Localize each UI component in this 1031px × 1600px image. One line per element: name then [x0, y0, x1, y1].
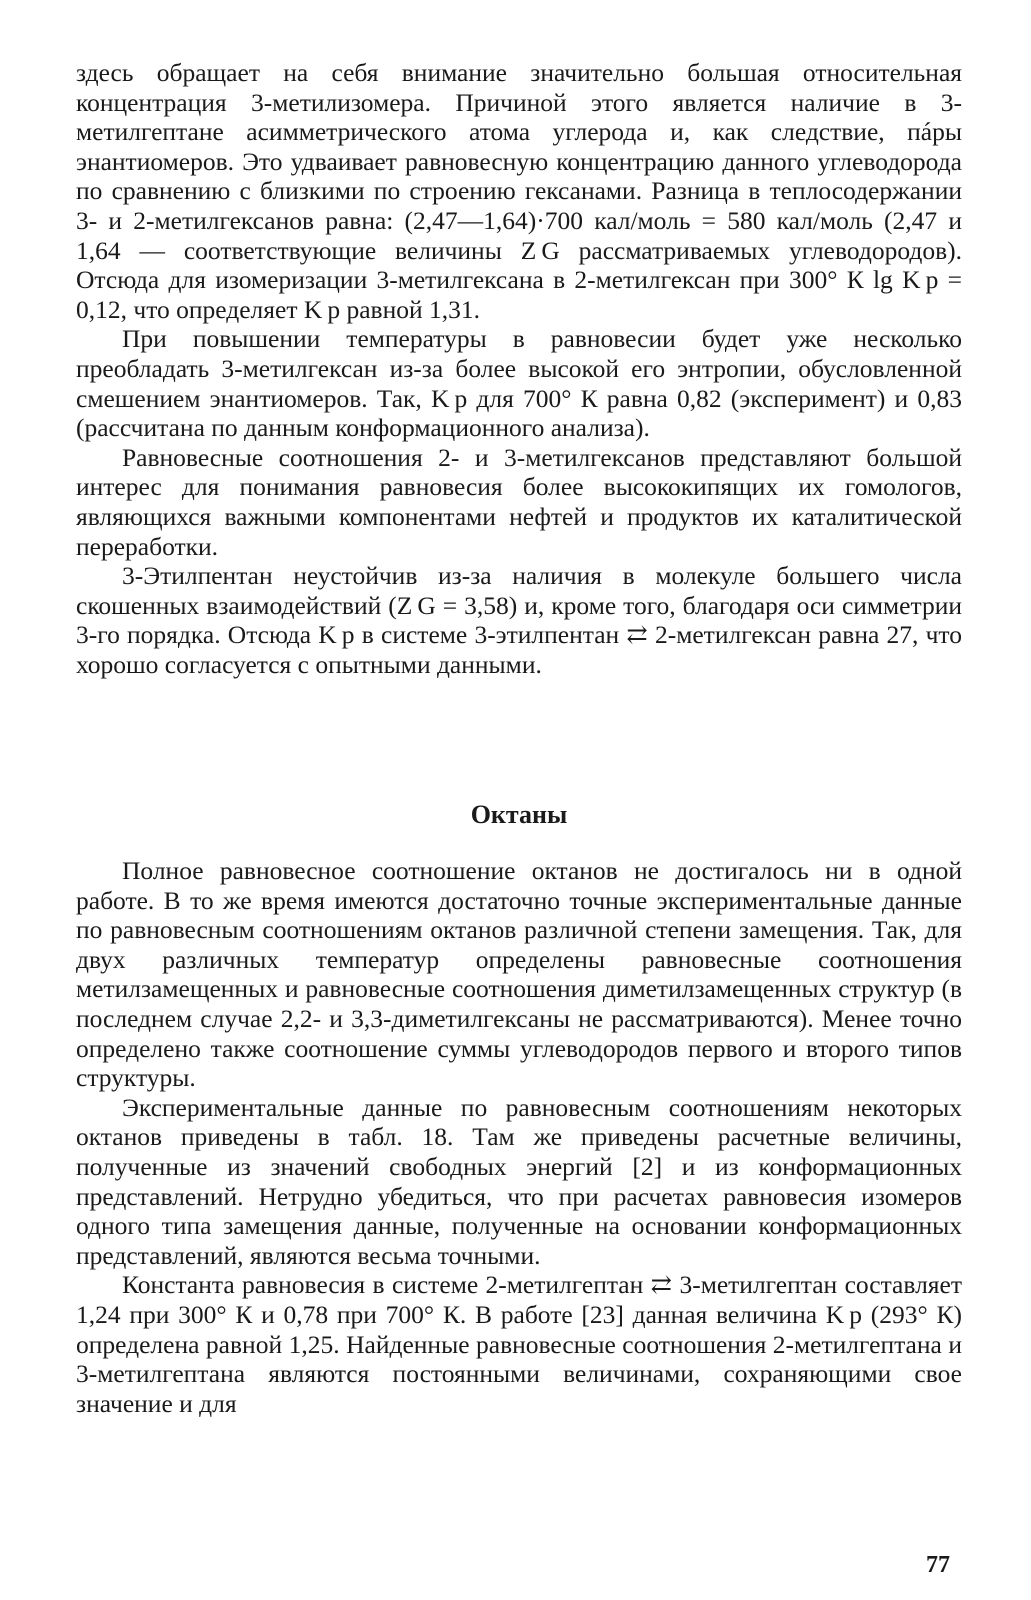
section-heading-octanes: Октаны — [470, 800, 568, 829]
paragraph-octanes-equilibrium: Полное равновесное соотношение октанов не достигалось ни в одной работе. В то же время имеются достаточно точные экспериментальные данные по равновесным соотношениям октанов различной степени замещения. Так, для двух различных температур определены равновесные соотношения метилзамещенных и равновесные соотношения диметилзамещенных структур (в последнем случае 2,2- и 3,3-диметилгексаны не рассматриваются). Менее точно определено также соотношение суммы углеводородов первого и второго типов структуры. — [76, 856, 962, 1093]
paragraph-ethylpentane: 3-Этилпентан неустойчив из-за наличия в молекуле большего числа скошенных взаимодействий (Z G = 3,58) и, кроме того, благодаря оси симметрии 3-го порядка. Отсюда K p в системе 3-этилпентан ⇄ 2-метилгексан равна 27, что хорошо согласуется с опытными данными. — [76, 561, 962, 679]
paragraph-temperature-entropy: При повышении температуры в равновесии будет уже несколько преобладать 3-метилгексан из-за более высокой его энтропии, обусловленной смешением энантиомеров. Так, K p для 700° К равна 0,82 (эксперимент) и 0,83 (рассчитана по данным конформационного анализа). — [76, 324, 962, 443]
paragraph-experimental-data: Экспериментальные данные по равновесным соотношениям некоторых октанов приведены в табл. 18. Там же приведены расчетные величины, полученные из значений свободных энергий [2] и из конформационных представлений. Нетрудно убедиться, что при расчетах равновесия изомеров одного типа замещения данные, полученные на основании конформационных представлений, являются весьма точными. — [76, 1092, 962, 1270]
paragraph-methylhexanes-interest: Равновесные соотношения 2- и 3-метилгексанов представляют большой интерес для понимания равновесия более высококипящих их гомологов, являющихся важными компонентами нефтей и продуктов их каталитической переработки. — [76, 442, 962, 561]
page-number: 77 — [926, 1552, 950, 1578]
top-text-block — [76, 58, 962, 679]
octanes-text-block — [76, 856, 962, 1418]
paragraph-continuation: здесь обращает на себя внимание значительно большая относительная концентрация 3-метилизомера. Причиной этого является наличие в 3-метилгептане асимметрического атома углерода и, как следствие, пáры энантиомеров. Это удваивает равновесную концентрацию данного углеводорода по сравнению с близкими по строению гексанами. Разница в теплосодержании 3- и 2-метилгексанов равна: (2,47—1,64)·700 кал/моль = 580 кал/моль (2,47 и 1,64 — соответствующие величины Z G рассматриваемых углеводородов). Отсюда для изомеризации 3-метилгексана в 2-метилгексан при 300° К lg K p = 0,12, что определяет K p равной 1,31. — [76, 58, 962, 324]
paragraph-equilibrium-constant: Константа равновесия в системе 2-метилгептан ⇄ 3-метилгептан составляет 1,24 при 300° К и 0,78 при 700° К. В работе [23] данная величина K p (293° К) определена равной 1,25. Найденные равновесные соотношения 2-метилгептана и 3-метилгептана являются постоянными величинами, сохраняющими свое значение и для — [76, 1270, 962, 1418]
